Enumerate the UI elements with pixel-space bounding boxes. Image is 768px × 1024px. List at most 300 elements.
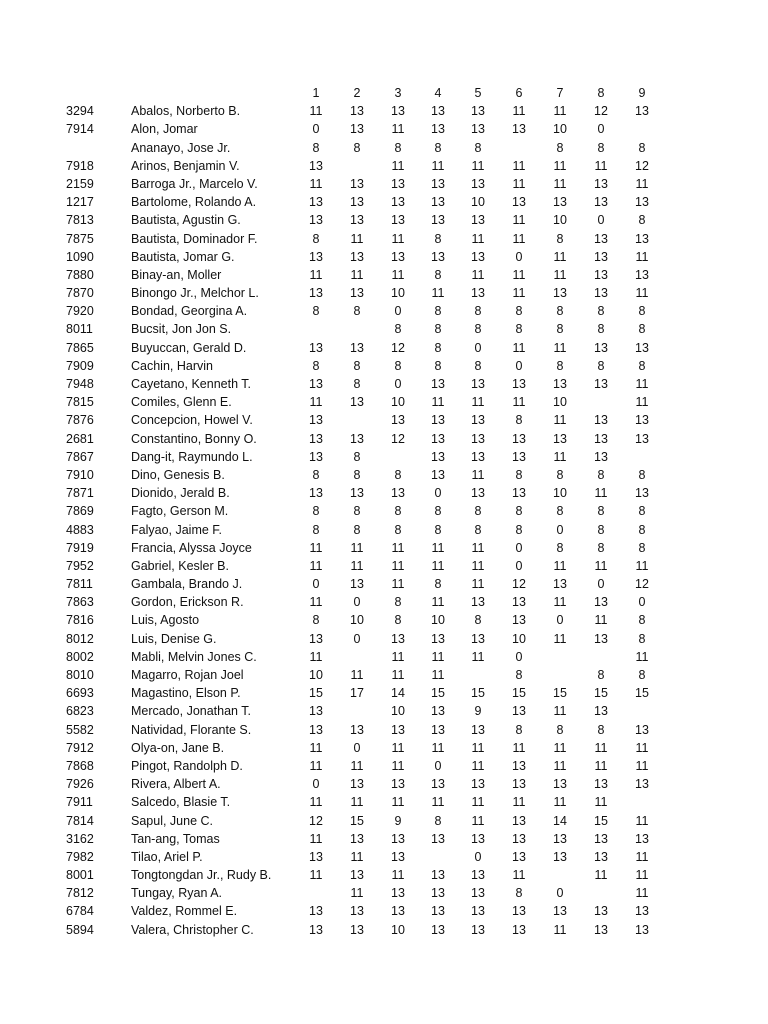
score-cell: 13: [512, 922, 526, 937]
score-cell: 8: [597, 504, 605, 519]
score-cell: 11: [350, 231, 364, 246]
score-cell: 8: [474, 613, 482, 628]
score-cell: 8: [515, 413, 523, 428]
student-id: 2681: [66, 431, 94, 446]
student-id: 7912: [66, 740, 94, 755]
score-cell: 8: [394, 140, 402, 155]
table-row: [0, 721, 768, 739]
column-header-3: 3: [394, 86, 402, 100]
score-cell: 11: [512, 158, 526, 173]
score-cell: 13: [431, 831, 445, 846]
score-cell: 11: [553, 631, 567, 646]
score-cell: 8: [353, 358, 361, 373]
score-cell: 0: [394, 377, 402, 391]
score-cell: 11: [635, 649, 649, 664]
score-cell: 13: [391, 413, 405, 428]
score-cell: 11: [431, 668, 445, 682]
score-cell: 13: [594, 704, 608, 719]
score-cell: 13: [594, 922, 608, 937]
score-cell: 13: [309, 486, 323, 501]
score-cell: 13: [553, 431, 567, 446]
table-row: [0, 830, 768, 848]
score-cell: 13: [350, 213, 364, 228]
score-cell: 13: [471, 449, 485, 464]
column-header-2: 2: [353, 86, 361, 100]
score-cell: 11: [553, 267, 567, 282]
score-cell: 13: [512, 831, 526, 846]
score-cell: 8: [353, 449, 361, 464]
score-cell: 8: [515, 668, 523, 682]
student-name: Natividad, Florante S.: [131, 722, 252, 737]
student-id: 7982: [66, 849, 94, 864]
score-cell: 13: [431, 449, 445, 464]
score-cell: 8: [312, 467, 320, 482]
student-name: Rivera, Albert A.: [131, 777, 221, 792]
score-cell: 8: [474, 358, 482, 373]
score-cell: 13: [635, 722, 649, 737]
table-row: [0, 684, 768, 702]
score-cell: 11: [391, 158, 405, 173]
score-cell: 11: [635, 286, 649, 301]
score-cell: 13: [309, 213, 323, 228]
student-id: 6784: [66, 904, 94, 919]
score-cell: 8: [597, 540, 605, 555]
student-id: 6693: [66, 686, 94, 701]
score-cell: 11: [391, 740, 405, 755]
score-cell: 0: [638, 595, 646, 610]
table-row: [0, 502, 768, 520]
score-cell: 11: [594, 758, 608, 773]
student-name: Dino, Genesis B.: [131, 467, 225, 482]
score-cell: 13: [471, 722, 485, 737]
student-name: Luis, Agosto: [131, 613, 200, 628]
score-cell: 10: [471, 195, 485, 210]
score-cell: 13: [391, 722, 405, 737]
student-id: 4883: [66, 522, 94, 537]
header-row: [0, 84, 768, 102]
table-row: [0, 466, 768, 484]
table-row: [0, 411, 768, 429]
score-cell: 0: [312, 122, 320, 137]
score-cell: 13: [471, 122, 485, 137]
score-cell: 12: [635, 577, 649, 592]
score-cell: 8: [556, 504, 564, 519]
score-cell: 8: [638, 140, 646, 155]
score-cell: 10: [553, 395, 567, 410]
score-cell: 13: [309, 377, 323, 391]
student-name: Tilao, Ariel P.: [131, 849, 203, 864]
score-cell: 8: [434, 504, 442, 519]
student-name: Bautista, Agustin G.: [131, 213, 241, 228]
score-cell: 11: [553, 595, 567, 610]
score-cell: 12: [594, 104, 608, 119]
score-cell: 8: [638, 322, 646, 337]
table-row: [0, 848, 768, 866]
student-id: 7868: [66, 758, 94, 773]
score-cell: 13: [512, 431, 526, 446]
student-id: 7910: [66, 467, 94, 482]
score-cell: 8: [434, 231, 442, 246]
student-name: Magastino, Elson P.: [131, 686, 241, 701]
score-cell: 11: [309, 176, 323, 191]
score-cell: 11: [553, 922, 567, 937]
student-id: 1217: [66, 195, 94, 210]
score-cell: 13: [512, 758, 526, 773]
score-cell: 11: [391, 758, 405, 773]
score-cell: 11: [512, 868, 526, 883]
score-cell: 8: [515, 722, 523, 737]
score-cell: 13: [594, 777, 608, 792]
score-cell: 13: [431, 904, 445, 919]
score-cell: 11: [350, 795, 364, 810]
score-cell: 0: [515, 358, 523, 373]
score-cell: 8: [515, 504, 523, 519]
score-cell: 10: [391, 286, 405, 301]
score-cell: 13: [391, 849, 405, 864]
score-cell: 8: [515, 467, 523, 482]
score-cell: 13: [471, 904, 485, 919]
score-cell: 8: [434, 340, 442, 355]
score-cell: 11: [391, 122, 405, 137]
student-name: Fagto, Gerson M.: [131, 504, 229, 519]
student-id: 6823: [66, 704, 94, 719]
score-cell: 11: [391, 795, 405, 810]
score-cell: 11: [391, 267, 405, 282]
score-cell: 8: [638, 358, 646, 373]
score-cell: 13: [635, 922, 649, 937]
score-cell: 13: [309, 286, 323, 301]
student-id: 7870: [66, 286, 94, 301]
student-name: Bucsit, Jon Jon S.: [131, 322, 232, 337]
student-id: 7919: [66, 540, 94, 555]
score-cell: 8: [597, 322, 605, 337]
score-cell: 13: [471, 249, 485, 264]
score-cell: 10: [431, 613, 445, 628]
score-cell: 8: [474, 304, 482, 319]
score-cell: 8: [434, 267, 442, 282]
score-cell: 13: [391, 486, 405, 501]
score-cell: 11: [635, 868, 649, 883]
score-cell: 8: [353, 467, 361, 482]
score-cell: 13: [309, 340, 323, 355]
score-cell: 8: [556, 304, 564, 319]
score-cell: 11: [553, 176, 567, 191]
student-id: 8001: [66, 868, 94, 883]
score-cell: 11: [309, 831, 323, 846]
score-cell: 11: [350, 886, 364, 901]
score-cell: 15: [594, 813, 608, 828]
column-header-5: 5: [474, 86, 482, 100]
score-cell: 8: [638, 668, 646, 682]
student-name: Barroga Jr., Marcelo V.: [131, 176, 258, 191]
score-cell: 0: [515, 558, 523, 573]
score-cell: 13: [635, 195, 649, 210]
score-cell: 13: [350, 286, 364, 301]
score-cell: 11: [350, 668, 364, 682]
student-name: Magarro, Rojan Joel: [131, 668, 244, 682]
score-cell: 11: [471, 158, 485, 173]
score-cell: 8: [515, 522, 523, 537]
score-cell: 13: [431, 104, 445, 119]
score-cell: 13: [431, 122, 445, 137]
score-cell: 13: [350, 340, 364, 355]
student-id: 7867: [66, 449, 94, 464]
score-cell: 13: [309, 904, 323, 919]
score-cell: 13: [309, 249, 323, 264]
score-cell: 13: [471, 431, 485, 446]
score-cell: 13: [431, 213, 445, 228]
score-cell: 13: [309, 722, 323, 737]
table-row: [0, 211, 768, 229]
score-cell: 8: [312, 504, 320, 519]
score-cell: 13: [471, 631, 485, 646]
score-cell: 8: [638, 304, 646, 319]
score-cell: 0: [312, 577, 320, 592]
score-cell: 13: [431, 868, 445, 883]
score-cell: 11: [309, 868, 323, 883]
score-cell: 13: [635, 904, 649, 919]
score-cell: 8: [474, 504, 482, 519]
score-cell: 13: [471, 868, 485, 883]
score-cell: 11: [391, 868, 405, 883]
score-cell: 11: [309, 395, 323, 410]
score-cell: 11: [594, 740, 608, 755]
score-cell: 8: [597, 467, 605, 482]
score-cell: 15: [471, 686, 485, 701]
table-row: [0, 484, 768, 502]
score-cell: 11: [471, 649, 485, 664]
table-row: [0, 139, 768, 157]
student-id: 3162: [66, 831, 94, 846]
score-cell: 8: [394, 467, 402, 482]
student-id: 7814: [66, 813, 94, 828]
score-cell: 13: [471, 213, 485, 228]
score-cell: 13: [594, 449, 608, 464]
table-row: [0, 902, 768, 920]
score-cell: 0: [474, 849, 482, 864]
score-cell: 8: [597, 304, 605, 319]
score-cell: 8: [434, 304, 442, 319]
score-cell: 15: [431, 686, 445, 701]
score-cell: 8: [515, 322, 523, 337]
student-name: Bartolome, Rolando A.: [131, 195, 257, 210]
score-cell: 13: [350, 922, 364, 937]
score-cell: 13: [512, 377, 526, 391]
score-cell: 8: [434, 522, 442, 537]
score-cell: 11: [553, 740, 567, 755]
score-cell: 10: [309, 668, 323, 682]
student-id: 7871: [66, 486, 94, 501]
score-cell: 11: [471, 577, 485, 592]
score-cell: 0: [597, 577, 605, 592]
score-cell: 13: [635, 486, 649, 501]
table-row: [0, 339, 768, 357]
score-cell: 13: [594, 231, 608, 246]
score-cell: 13: [391, 104, 405, 119]
student-name: Constantino, Bonny O.: [131, 431, 257, 446]
score-cell: 11: [512, 286, 526, 301]
score-cell: 13: [391, 831, 405, 846]
score-cell: 11: [635, 849, 649, 864]
score-cell: 8: [638, 213, 646, 228]
score-cell: 0: [394, 304, 402, 319]
student-name: Alon, Jomar: [131, 122, 198, 137]
student-id: 7918: [66, 158, 94, 173]
table-row: [0, 793, 768, 811]
score-cell: 11: [350, 267, 364, 282]
score-cell: 11: [512, 176, 526, 191]
column-header-6: 6: [515, 86, 523, 100]
score-cell: 11: [471, 395, 485, 410]
score-cell: 10: [553, 122, 567, 137]
score-cell: 11: [553, 249, 567, 264]
score-cell: 8: [353, 304, 361, 319]
score-cell: 8: [638, 540, 646, 555]
table-row: [0, 630, 768, 648]
score-sheet: [0, 84, 768, 939]
score-cell: 11: [512, 267, 526, 282]
student-id: 7920: [66, 304, 94, 319]
score-cell: 11: [471, 231, 485, 246]
student-id: 8011: [66, 322, 93, 337]
score-cell: 8: [312, 613, 320, 628]
score-cell: 13: [512, 849, 526, 864]
student-name: Binay-an, Moller: [131, 267, 222, 282]
table-row: [0, 193, 768, 211]
score-cell: 8: [597, 722, 605, 737]
score-cell: 15: [512, 686, 526, 701]
score-cell: 11: [512, 231, 526, 246]
score-cell: 11: [635, 758, 649, 773]
score-cell: 11: [471, 795, 485, 810]
score-cell: 8: [474, 322, 482, 337]
score-cell: 8: [597, 140, 605, 155]
score-cell: 10: [553, 486, 567, 501]
student-name: Concepcion, Howel V.: [131, 413, 253, 428]
table-row: [0, 757, 768, 775]
score-cell: 11: [471, 740, 485, 755]
student-id: 7863: [66, 595, 94, 610]
student-id: 7909: [66, 358, 94, 373]
score-cell: 13: [471, 104, 485, 119]
score-cell: 13: [553, 577, 567, 592]
score-cell: 13: [350, 431, 364, 446]
table-row: [0, 157, 768, 175]
score-cell: 8: [312, 231, 320, 246]
score-cell: 0: [597, 122, 605, 137]
score-cell: 11: [635, 886, 649, 901]
score-cell: 11: [635, 558, 649, 573]
score-cell: 10: [350, 613, 364, 628]
score-cell: 11: [553, 104, 567, 119]
score-cell: 8: [597, 358, 605, 373]
student-name: Bautista, Jomar G.: [131, 249, 235, 264]
score-cell: 12: [635, 158, 649, 173]
score-cell: 8: [638, 522, 646, 537]
score-cell: 13: [635, 104, 649, 119]
score-cell: 11: [635, 176, 649, 191]
table-row: [0, 557, 768, 575]
score-cell: 11: [391, 668, 405, 682]
score-cell: 8: [515, 304, 523, 319]
score-cell: 13: [471, 176, 485, 191]
score-cell: 13: [309, 449, 323, 464]
score-cell: 11: [309, 795, 323, 810]
score-cell: 11: [350, 540, 364, 555]
score-cell: 13: [635, 431, 649, 446]
score-cell: 13: [471, 922, 485, 937]
student-name: Ananayo, Jose Jr.: [131, 140, 231, 155]
score-cell: 13: [350, 577, 364, 592]
score-cell: 13: [309, 431, 323, 446]
score-cell: 8: [353, 377, 361, 391]
score-cell: 8: [556, 231, 564, 246]
score-cell: 0: [515, 540, 523, 555]
student-name: Binongo Jr., Melchor L.: [131, 286, 259, 301]
score-cell: 11: [594, 613, 608, 628]
score-cell: 8: [312, 358, 320, 373]
score-cell: 13: [431, 704, 445, 719]
score-cell: 13: [471, 377, 485, 391]
score-cell: 11: [309, 595, 323, 610]
score-cell: 11: [594, 868, 608, 883]
score-cell: 15: [594, 686, 608, 701]
score-cell: 13: [594, 176, 608, 191]
score-cell: 13: [431, 176, 445, 191]
score-cell: 13: [594, 286, 608, 301]
score-cell: 11: [594, 558, 608, 573]
table-row: [0, 248, 768, 266]
score-cell: 10: [512, 631, 526, 646]
score-cell: 13: [512, 486, 526, 501]
score-cell: 13: [594, 631, 608, 646]
score-cell: 11: [553, 340, 567, 355]
score-cell: 11: [512, 213, 526, 228]
score-cell: 13: [309, 704, 323, 719]
student-name: Tungay, Ryan A.: [131, 886, 223, 901]
student-id: 7876: [66, 413, 94, 428]
score-cell: 11: [512, 104, 526, 119]
score-cell: 13: [391, 195, 405, 210]
score-cell: 13: [594, 904, 608, 919]
column-header-1: 1: [312, 86, 320, 100]
score-cell: 11: [553, 704, 567, 719]
score-cell: 13: [471, 413, 485, 428]
table-body: [0, 102, 768, 939]
score-cell: 13: [471, 777, 485, 792]
student-id: 2159: [66, 176, 94, 191]
student-id: 3294: [66, 104, 94, 119]
score-cell: 11: [350, 558, 364, 573]
student-name: Mabli, Melvin Jones C.: [131, 649, 257, 664]
score-cell: 13: [431, 631, 445, 646]
score-cell: 13: [512, 449, 526, 464]
score-cell: 13: [594, 267, 608, 282]
score-cell: 13: [471, 486, 485, 501]
student-name: Comiles, Glenn E.: [131, 395, 232, 410]
table-row: [0, 812, 768, 830]
score-cell: 13: [431, 722, 445, 737]
score-cell: 8: [353, 140, 361, 155]
student-name: Tongtongdan Jr., Rudy B.: [131, 868, 272, 883]
score-cell: 11: [309, 104, 323, 119]
student-name: Dang-it, Raymundo L.: [131, 449, 253, 464]
table-row: [0, 120, 768, 138]
score-cell: 13: [594, 849, 608, 864]
score-cell: 8: [556, 358, 564, 373]
student-id: 7875: [66, 231, 94, 246]
score-cell: 11: [471, 267, 485, 282]
